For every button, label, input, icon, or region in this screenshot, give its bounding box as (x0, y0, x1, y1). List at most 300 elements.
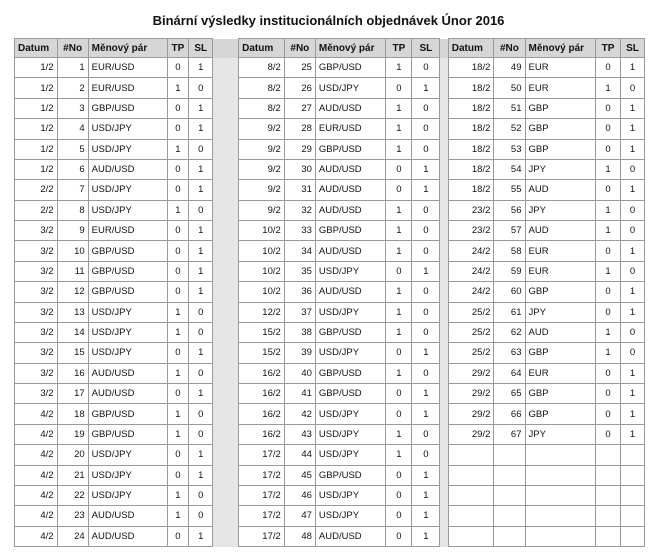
cell-number: 13 (57, 302, 88, 322)
column-separator (213, 39, 239, 58)
cell-tp: 1 (167, 78, 189, 98)
cell-tp: 0 (386, 465, 412, 485)
cell-sl: 1 (620, 58, 644, 78)
cell-number: 53 (494, 139, 525, 159)
cell-date: 17/2 (239, 506, 285, 526)
header-pair: Měnový pár (525, 39, 596, 58)
cell-number: 66 (494, 404, 525, 424)
cell-tp: 0 (596, 302, 621, 322)
cell-tp: 1 (386, 363, 412, 383)
cell-tp: 1 (596, 78, 621, 98)
cell-number: 45 (284, 465, 315, 485)
cell-pair: USD/JPY (315, 261, 386, 281)
cell-number: 50 (494, 78, 525, 98)
header-sl: SL (620, 39, 644, 58)
cell-number: 39 (284, 343, 315, 363)
cell-number: 48 (284, 526, 315, 546)
cell-date: 17/2 (239, 526, 285, 546)
cell-sl: 0 (620, 261, 644, 281)
cell-pair: USD/JPY (315, 424, 386, 444)
cell-sl: 1 (189, 526, 213, 546)
cell-number: 24 (57, 526, 88, 546)
cell-pair: JPY (525, 200, 596, 220)
cell-pair: AUD/USD (88, 384, 167, 404)
cell-number: 34 (284, 241, 315, 261)
column-separator (440, 261, 448, 281)
cell-pair: USD/JPY (315, 506, 386, 526)
cell-number: 20 (57, 445, 88, 465)
cell-pair: USD/JPY (88, 343, 167, 363)
cell-date: 29/2 (448, 363, 494, 383)
cell-pair: USD/JPY (88, 119, 167, 139)
column-separator (440, 343, 448, 363)
column-separator (440, 363, 448, 383)
column-separator (440, 159, 448, 179)
cell-number: 3 (57, 98, 88, 118)
cell-pair: AUD/USD (315, 200, 386, 220)
cell-number: 64 (494, 363, 525, 383)
cell-pair: GBP (525, 98, 596, 118)
cell-date: 4/2 (15, 465, 58, 485)
cell-number: 33 (284, 221, 315, 241)
cell-pair (525, 445, 596, 465)
cell-date: 16/2 (239, 384, 285, 404)
cell-sl: 1 (412, 261, 440, 281)
cell-pair: AUD/USD (88, 363, 167, 383)
cell-date: 23/2 (448, 200, 494, 220)
cell-date: 16/2 (239, 404, 285, 424)
cell-number: 26 (284, 78, 315, 98)
cell-pair: GBP/USD (315, 139, 386, 159)
cell-sl: 0 (189, 506, 213, 526)
cell-date: 1/2 (15, 98, 58, 118)
column-separator (213, 241, 239, 261)
cell-sl (620, 445, 644, 465)
cell-tp: 0 (386, 485, 412, 505)
cell-date: 9/2 (239, 139, 285, 159)
cell-date: 1/2 (15, 159, 58, 179)
cell-sl: 0 (412, 98, 440, 118)
cell-sl: 1 (189, 282, 213, 302)
cell-date: 24/2 (448, 261, 494, 281)
cell-tp: 1 (386, 200, 412, 220)
cell-pair: AUD/USD (315, 241, 386, 261)
results-table-container (14, 38, 645, 547)
cell-number: 40 (284, 363, 315, 383)
cell-tp: 1 (167, 363, 189, 383)
column-separator (213, 322, 239, 342)
cell-number: 12 (57, 282, 88, 302)
cell-sl: 0 (412, 119, 440, 139)
table-row (15, 526, 645, 546)
cell-tp: 0 (386, 343, 412, 363)
header-sl: SL (189, 39, 213, 58)
cell-date: 1/2 (15, 78, 58, 98)
cell-number: 15 (57, 343, 88, 363)
cell-sl: 1 (620, 302, 644, 322)
cell-pair: GBP/USD (315, 465, 386, 485)
cell-sl: 1 (189, 180, 213, 200)
cell-sl: 1 (189, 221, 213, 241)
table-row (15, 58, 645, 78)
column-separator (213, 343, 239, 363)
cell-date: 25/2 (448, 302, 494, 322)
cell-pair: JPY (525, 424, 596, 444)
cell-sl: 0 (412, 322, 440, 342)
column-separator (213, 485, 239, 505)
cell-tp: 0 (167, 180, 189, 200)
cell-sl: 1 (189, 119, 213, 139)
cell-pair: GBP/USD (88, 404, 167, 424)
cell-pair: GBP (525, 384, 596, 404)
cell-date: 3/2 (15, 322, 58, 342)
cell-date: 3/2 (15, 261, 58, 281)
cell-sl: 0 (189, 404, 213, 424)
table-row (15, 139, 645, 159)
cell-date: 10/2 (239, 241, 285, 261)
cell-tp: 0 (596, 384, 621, 404)
table-row (15, 343, 645, 363)
cell-sl (620, 506, 644, 526)
table-row (15, 119, 645, 139)
cell-date: 4/2 (15, 526, 58, 546)
cell-tp: 1 (167, 302, 189, 322)
cell-number (494, 526, 525, 546)
cell-date: 10/2 (239, 261, 285, 281)
cell-tp: 0 (386, 506, 412, 526)
cell-pair: GBP (525, 139, 596, 159)
cell-pair: AUD/USD (315, 282, 386, 302)
cell-sl: 1 (620, 139, 644, 159)
cell-tp: 1 (596, 200, 621, 220)
cell-number: 63 (494, 343, 525, 363)
cell-number: 29 (284, 139, 315, 159)
cell-sl: 1 (620, 384, 644, 404)
cell-sl: 0 (189, 424, 213, 444)
column-separator (213, 180, 239, 200)
cell-sl: 1 (620, 119, 644, 139)
cell-tp: 1 (167, 322, 189, 342)
cell-sl: 1 (620, 424, 644, 444)
cell-date: 18/2 (448, 180, 494, 200)
cell-tp: 1 (167, 139, 189, 159)
table-row (15, 261, 645, 281)
cell-number: 21 (57, 465, 88, 485)
cell-tp: 0 (167, 465, 189, 485)
cell-pair: GBP/USD (315, 363, 386, 383)
column-separator (213, 282, 239, 302)
cell-tp: 0 (167, 445, 189, 465)
cell-date: 1/2 (15, 58, 58, 78)
cell-pair: USD/JPY (88, 322, 167, 342)
cell-number: 17 (57, 384, 88, 404)
cell-tp: 1 (386, 119, 412, 139)
cell-date: 9/2 (239, 200, 285, 220)
cell-number: 8 (57, 200, 88, 220)
cell-sl (620, 465, 644, 485)
cell-sl: 1 (412, 404, 440, 424)
cell-tp: 1 (596, 261, 621, 281)
table-body (15, 58, 645, 547)
cell-sl: 1 (620, 282, 644, 302)
cell-number: 47 (284, 506, 315, 526)
cell-sl: 1 (189, 159, 213, 179)
cell-sl: 1 (189, 384, 213, 404)
cell-pair: GBP/USD (315, 384, 386, 404)
cell-tp (596, 485, 621, 505)
cell-sl: 0 (412, 282, 440, 302)
cell-pair: EUR/USD (315, 119, 386, 139)
cell-date: 18/2 (448, 139, 494, 159)
cell-pair: JPY (525, 159, 596, 179)
cell-number: 58 (494, 241, 525, 261)
cell-sl: 1 (189, 261, 213, 281)
cell-date: 2/2 (15, 200, 58, 220)
cell-date: 12/2 (239, 302, 285, 322)
cell-sl: 0 (620, 159, 644, 179)
cell-date: 4/2 (15, 424, 58, 444)
cell-pair: GBP/USD (88, 282, 167, 302)
cell-tp: 1 (596, 322, 621, 342)
cell-pair: GBP/USD (315, 221, 386, 241)
page-title: Binární výsledky institucionálních objednávek Únor 2016 (152, 13, 505, 28)
cell-tp: 1 (386, 58, 412, 78)
cell-number: 60 (494, 282, 525, 302)
cell-number: 10 (57, 241, 88, 261)
cell-tp: 1 (167, 506, 189, 526)
column-separator (440, 39, 448, 58)
cell-tp: 1 (596, 221, 621, 241)
cell-number: 4 (57, 119, 88, 139)
cell-number: 44 (284, 445, 315, 465)
cell-date: 24/2 (448, 241, 494, 261)
cell-number: 61 (494, 302, 525, 322)
cell-number: 32 (284, 200, 315, 220)
cell-pair: USD/JPY (315, 445, 386, 465)
header-pair: Měnový pár (315, 39, 386, 58)
cell-number: 41 (284, 384, 315, 404)
cell-number: 38 (284, 322, 315, 342)
column-separator (213, 526, 239, 546)
cell-number: 5 (57, 139, 88, 159)
column-separator (213, 404, 239, 424)
cell-date: 29/2 (448, 404, 494, 424)
column-separator (440, 58, 448, 78)
cell-sl: 0 (412, 424, 440, 444)
cell-sl: 1 (620, 98, 644, 118)
cell-tp: 1 (386, 322, 412, 342)
table-row (15, 424, 645, 444)
cell-sl: 1 (189, 343, 213, 363)
cell-pair: GBP/USD (88, 98, 167, 118)
table-row (15, 404, 645, 424)
cell-tp: 0 (386, 526, 412, 546)
cell-date (448, 506, 494, 526)
cell-date: 1/2 (15, 139, 58, 159)
cell-tp: 1 (386, 282, 412, 302)
cell-number: 54 (494, 159, 525, 179)
column-separator (213, 302, 239, 322)
cell-pair: USD/JPY (88, 302, 167, 322)
cell-date: 18/2 (448, 159, 494, 179)
column-separator (440, 78, 448, 98)
table-row (15, 241, 645, 261)
cell-date: 9/2 (239, 159, 285, 179)
column-separator (440, 322, 448, 342)
cell-number: 2 (57, 78, 88, 98)
cell-pair (525, 485, 596, 505)
cell-pair: USD/JPY (88, 445, 167, 465)
cell-tp: 1 (386, 424, 412, 444)
cell-number: 43 (284, 424, 315, 444)
cell-date: 16/2 (239, 424, 285, 444)
column-separator (440, 119, 448, 139)
cell-pair: AUD (525, 221, 596, 241)
cell-number: 31 (284, 180, 315, 200)
cell-tp: 0 (596, 424, 621, 444)
cell-pair: USD/JPY (315, 404, 386, 424)
cell-pair: GBP (525, 404, 596, 424)
cell-date: 29/2 (448, 424, 494, 444)
cell-number: 59 (494, 261, 525, 281)
cell-sl: 1 (412, 506, 440, 526)
column-separator (213, 200, 239, 220)
cell-date: 24/2 (448, 282, 494, 302)
header-no: #No (57, 39, 88, 58)
cell-tp: 0 (596, 241, 621, 261)
column-separator (213, 261, 239, 281)
cell-date: 8/2 (239, 58, 285, 78)
cell-date: 3/2 (15, 363, 58, 383)
cell-pair: USD/JPY (315, 78, 386, 98)
table-row (15, 98, 645, 118)
cell-tp: 0 (167, 261, 189, 281)
column-separator (213, 465, 239, 485)
cell-pair: AUD/USD (88, 526, 167, 546)
cell-tp: 1 (386, 221, 412, 241)
cell-date: 29/2 (448, 384, 494, 404)
table-row (15, 363, 645, 383)
cell-pair: USD/JPY (88, 465, 167, 485)
cell-number: 27 (284, 98, 315, 118)
cell-date: 4/2 (15, 506, 58, 526)
cell-tp: 1 (386, 241, 412, 261)
cell-tp: 1 (386, 302, 412, 322)
column-separator (213, 363, 239, 383)
cell-pair: AUD/USD (88, 506, 167, 526)
header-datum: Datum (239, 39, 285, 58)
cell-number (494, 445, 525, 465)
cell-pair: AUD (525, 322, 596, 342)
cell-pair: GBP (525, 119, 596, 139)
cell-pair (525, 465, 596, 485)
cell-sl: 1 (620, 363, 644, 383)
cell-number: 57 (494, 221, 525, 241)
column-separator (213, 78, 239, 98)
cell-pair: EUR/USD (88, 221, 167, 241)
column-separator (213, 98, 239, 118)
table-row (15, 445, 645, 465)
cell-tp: 1 (167, 485, 189, 505)
cell-pair: EUR (525, 261, 596, 281)
column-separator (213, 139, 239, 159)
cell-date: 2/2 (15, 180, 58, 200)
cell-sl: 0 (620, 200, 644, 220)
cell-pair: GBP/USD (88, 424, 167, 444)
cell-sl: 1 (189, 58, 213, 78)
cell-date: 1/2 (15, 119, 58, 139)
cell-number: 65 (494, 384, 525, 404)
cell-date: 8/2 (239, 78, 285, 98)
cell-tp: 0 (167, 221, 189, 241)
column-separator (440, 180, 448, 200)
cell-number: 7 (57, 180, 88, 200)
column-separator (440, 302, 448, 322)
cell-number (494, 485, 525, 505)
cell-number: 23 (57, 506, 88, 526)
cell-sl: 1 (620, 404, 644, 424)
cell-number: 9 (57, 221, 88, 241)
cell-date: 25/2 (448, 343, 494, 363)
cell-number: 51 (494, 98, 525, 118)
cell-number: 22 (57, 485, 88, 505)
cell-pair: AUD/USD (88, 159, 167, 179)
header-no: #No (284, 39, 315, 58)
cell-tp (596, 465, 621, 485)
cell-sl: 0 (412, 200, 440, 220)
column-separator (440, 241, 448, 261)
cell-tp (596, 445, 621, 465)
cell-tp: 1 (167, 404, 189, 424)
cell-sl: 0 (620, 322, 644, 342)
column-separator (440, 445, 448, 465)
cell-number: 19 (57, 424, 88, 444)
cell-date: 9/2 (239, 119, 285, 139)
header-pair: Měnový pár (88, 39, 167, 58)
column-separator (440, 98, 448, 118)
cell-date: 3/2 (15, 221, 58, 241)
cell-tp: 1 (167, 200, 189, 220)
cell-number: 37 (284, 302, 315, 322)
cell-sl: 0 (412, 363, 440, 383)
cell-tp: 0 (167, 159, 189, 179)
cell-tp: 0 (386, 384, 412, 404)
cell-tp: 0 (167, 58, 189, 78)
column-separator (440, 404, 448, 424)
cell-date (448, 445, 494, 465)
cell-pair: AUD/USD (315, 98, 386, 118)
cell-date: 16/2 (239, 363, 285, 383)
cell-sl (620, 526, 644, 546)
column-separator (213, 58, 239, 78)
cell-number: 49 (494, 58, 525, 78)
cell-tp: 0 (167, 343, 189, 363)
cell-date: 4/2 (15, 485, 58, 505)
column-separator (440, 526, 448, 546)
cell-sl: 1 (412, 384, 440, 404)
cell-date: 23/2 (448, 221, 494, 241)
cell-number: 42 (284, 404, 315, 424)
cell-sl: 1 (189, 241, 213, 261)
cell-sl: 1 (189, 98, 213, 118)
table-row (15, 78, 645, 98)
cell-pair: GBP/USD (315, 58, 386, 78)
cell-tp: 0 (596, 98, 621, 118)
cell-date: 18/2 (448, 78, 494, 98)
cell-sl: 1 (412, 180, 440, 200)
cell-tp: 1 (386, 98, 412, 118)
cell-tp: 0 (167, 241, 189, 261)
